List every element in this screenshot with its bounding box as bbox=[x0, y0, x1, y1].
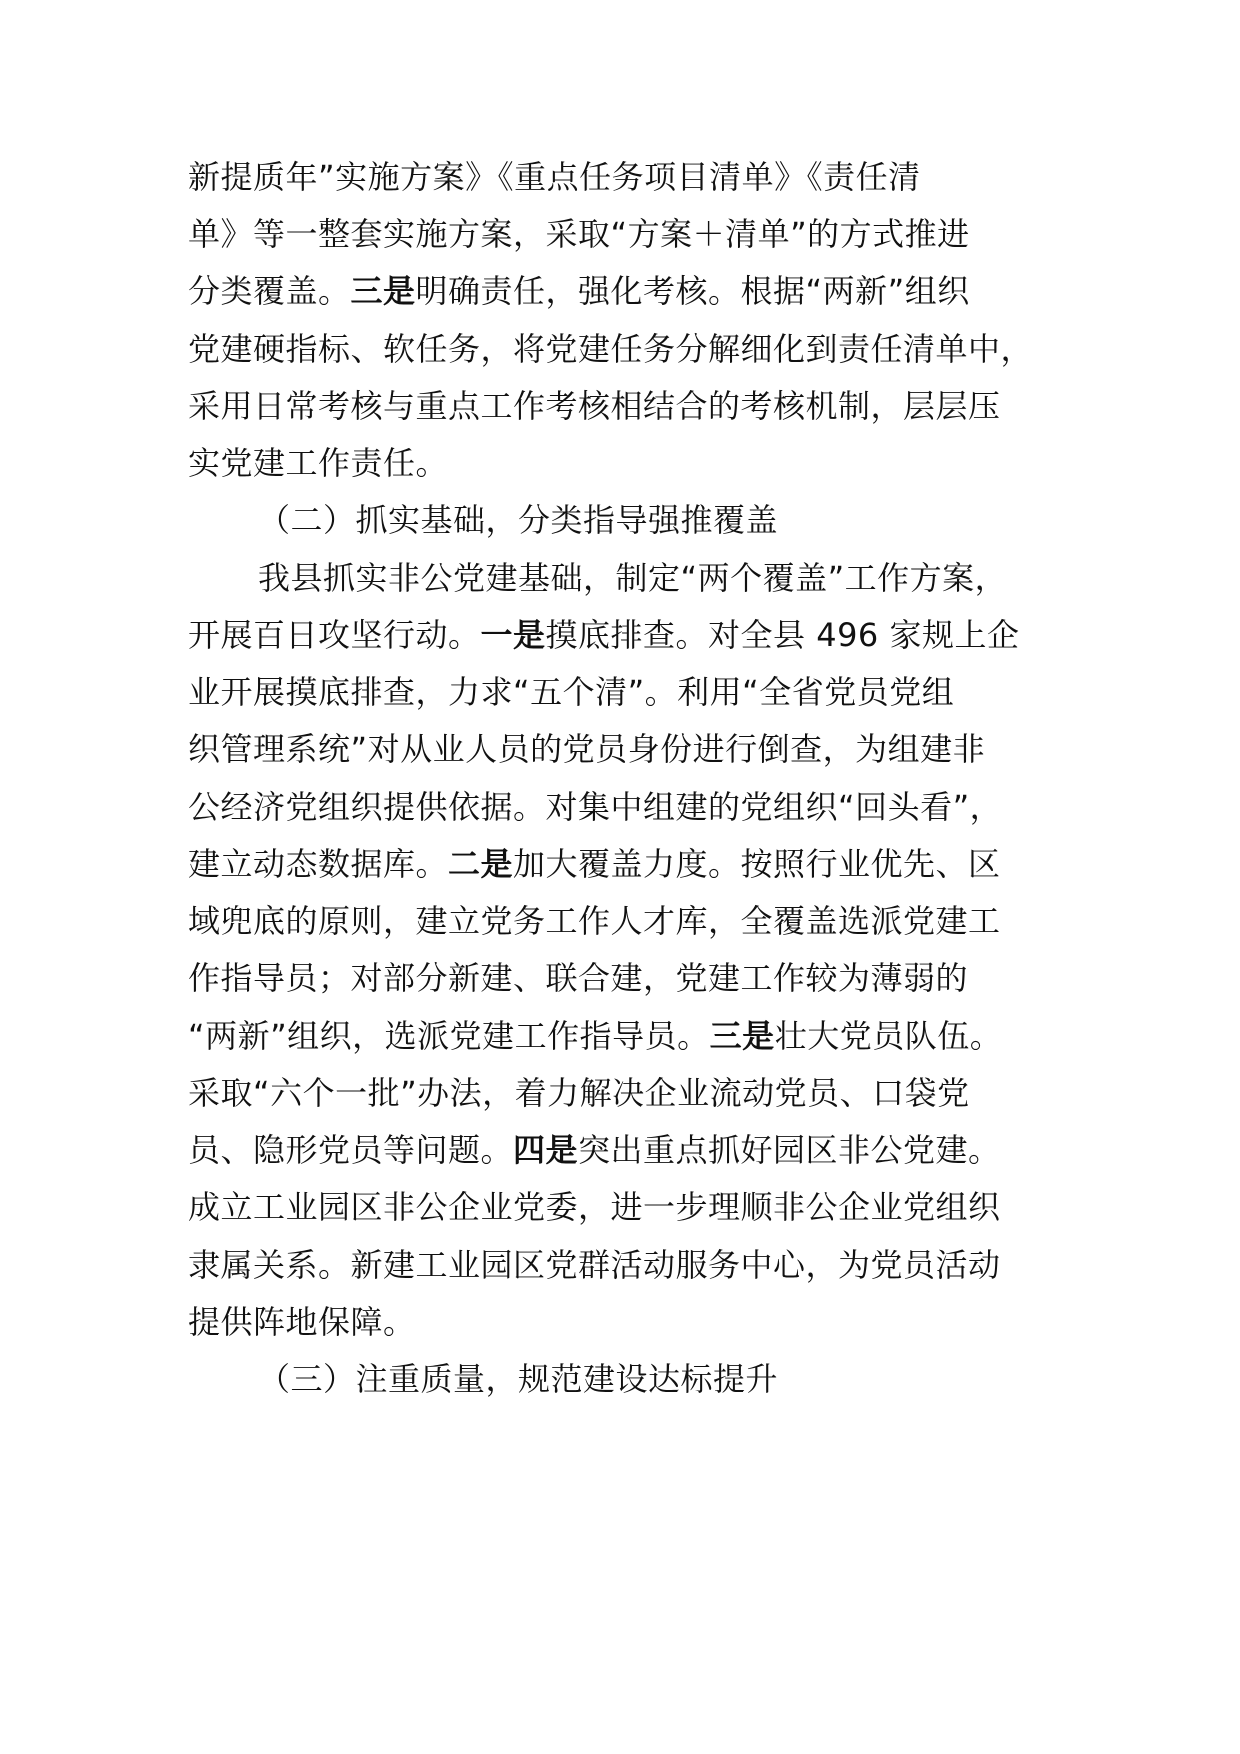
section-heading: （三）注重质量，规范建设达标提升 bbox=[258, 1360, 779, 1398]
text-line: 实党建工作责任。 bbox=[188, 444, 449, 482]
bold-marker: 三是 bbox=[350, 272, 416, 310]
text-line: 党建硬指标、软任务，将党建任务分解细化到责任清单中， bbox=[188, 330, 1034, 368]
text-line: 织管理系统”对从业人员的党员身份进行倒查，为组建非 bbox=[188, 730, 986, 768]
text-line: 建立动态数据库。二是加大覆盖力度。按照行业优先、区 bbox=[188, 845, 1001, 883]
text-line: 新提质年”实施方案》《重点任务项目清单》《责任清 bbox=[188, 158, 921, 196]
bold-marker: 四是 bbox=[513, 1131, 579, 1169]
text-line: 我县抓实非公党建基础，制定“两个覆盖”工作方案， bbox=[258, 559, 1008, 597]
text-line: 分类覆盖。三是明确责任，强化考核。根据“两新”组织 bbox=[188, 272, 970, 310]
text-line: 隶属关系。新建工业园区党群活动服务中心，为党员活动 bbox=[188, 1246, 1001, 1284]
text-line: 业开展摸底排查，力求“五个清”。利用“全省党员党组 bbox=[188, 673, 955, 711]
section-heading: （二）抓实基础，分类指导强推覆盖 bbox=[258, 501, 779, 539]
text-line: 采用日常考核与重点工作考核相结合的考核机制，层层压 bbox=[188, 387, 1001, 425]
bold-marker: 一是 bbox=[480, 616, 546, 654]
text-line: 成立工业园区非公企业党委，进一步理顺非公企业党组织 bbox=[188, 1188, 1001, 1226]
text-line: 员、隐形党员等问题。四是突出重点抓好园区非公党建。 bbox=[188, 1131, 1001, 1169]
text-line: 提供阵地保障。 bbox=[188, 1303, 416, 1341]
text-line: 采取“六个一批”办法，着力解决企业流动党员、口袋党 bbox=[188, 1074, 970, 1112]
text-line: 公经济党组织提供依据。对集中组建的党组织“回头看”， bbox=[188, 788, 1003, 826]
text-line: 作指导员；对部分新建、联合建，党建工作较为薄弱的 bbox=[188, 959, 969, 997]
text-line: 域兜底的原则，建立党务工作人才库，全覆盖选派党建工 bbox=[188, 902, 1001, 940]
text-line: 单》等一整套实施方案，采取“方案＋清单”的方式推进 bbox=[188, 215, 970, 253]
bold-marker: 三是 bbox=[709, 1017, 775, 1055]
text-line: “两新”组织，选派党建工作指导员。三是壮大党员队伍。 bbox=[188, 1017, 1003, 1055]
bold-marker: 二是 bbox=[448, 845, 514, 883]
text-line: 开展百日攻坚行动。一是摸底排查。对全县 496 家规上企 bbox=[188, 616, 1020, 654]
